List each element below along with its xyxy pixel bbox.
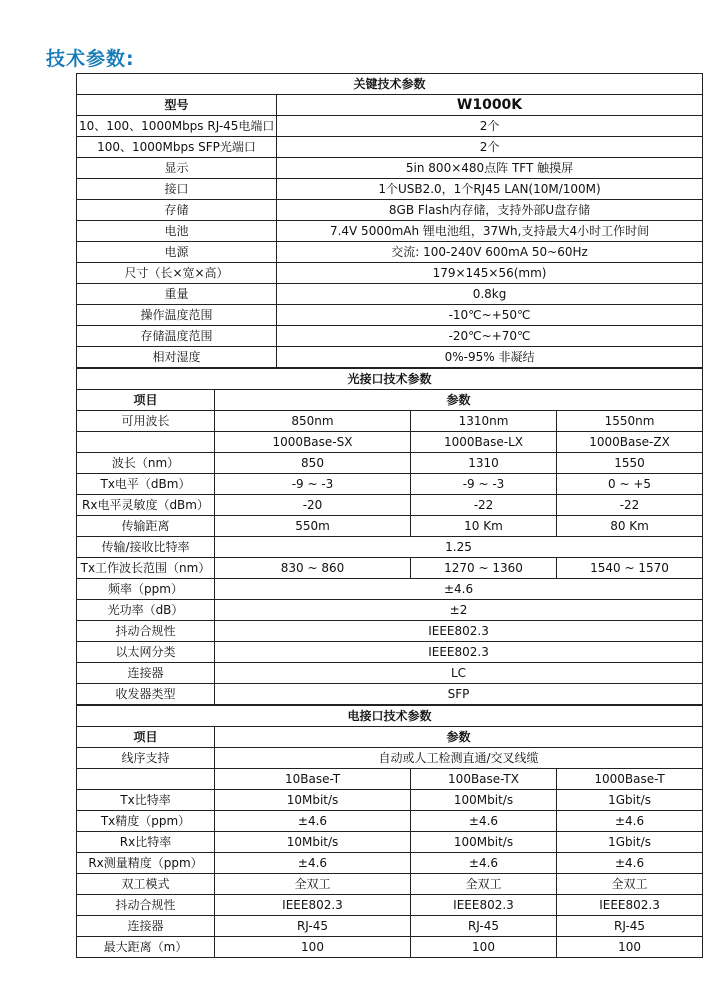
row-value-col1: 100 <box>215 937 411 958</box>
row-value-col2: 100Base-TX <box>411 769 557 790</box>
row-label: Tx电平（dBm） <box>77 474 215 495</box>
table-row <box>77 663 703 684</box>
table-row <box>77 600 703 621</box>
row-value-col2: IEEE802.3 <box>411 895 557 916</box>
table-row <box>77 642 703 663</box>
row-label: 波长（nm） <box>77 453 215 474</box>
row-value-col3: 1540 ~ 1570 <box>557 558 703 579</box>
row-label: 线序支持 <box>77 748 215 769</box>
row-label <box>77 769 215 790</box>
row-label: Rx比特率 <box>77 832 215 853</box>
row-value-col2: 100Mbit/s <box>411 790 557 811</box>
row-value: 5in 800×480点阵 TFT 触摸屏 <box>277 158 703 179</box>
row-label: 存储温度范围 <box>77 326 277 347</box>
electrical-section-heading: 电接口技术参数 <box>77 705 703 727</box>
row-value: 2个 <box>277 137 703 158</box>
table-row <box>77 579 703 600</box>
row-value-col2: -22 <box>411 495 557 516</box>
row-value: 0.8kg <box>277 284 703 305</box>
row-value: IEEE802.3 <box>215 642 703 663</box>
row-label: 重量 <box>77 284 277 305</box>
row-value-col1: 830 ~ 860 <box>215 558 411 579</box>
row-value-col3: 1550 <box>557 453 703 474</box>
row-label: 光功率（dB） <box>77 600 215 621</box>
page-title: 技术参数: <box>46 48 135 70</box>
electrical-column-header-row <box>77 727 703 748</box>
row-value: 自动或人工检测直通/交叉线缆 <box>215 748 703 769</box>
row-label: 接口 <box>77 179 277 200</box>
row-label: Tx比特率 <box>77 790 215 811</box>
table-row <box>77 326 703 347</box>
table-row <box>77 432 703 453</box>
row-value-col1: 10Mbit/s <box>215 790 411 811</box>
table-row <box>77 453 703 474</box>
table-row <box>77 853 703 874</box>
row-value-col2: 1000Base-LX <box>411 432 557 453</box>
table-row <box>77 516 703 537</box>
table-row <box>77 95 703 116</box>
row-label: 100、1000Mbps SFP光端口 <box>77 137 277 158</box>
table-row <box>77 158 703 179</box>
column-header-param: 参数 <box>215 727 703 748</box>
row-value: 8GB Flash内存储，支持外部U盘存储 <box>277 200 703 221</box>
row-value-col1: -20 <box>215 495 411 516</box>
row-value-col2: 全双工 <box>411 874 557 895</box>
row-value-col1: 850 <box>215 453 411 474</box>
table-row <box>77 790 703 811</box>
row-value-col3: 80 Km <box>557 516 703 537</box>
table-row <box>77 916 703 937</box>
row-value-col1: RJ-45 <box>215 916 411 937</box>
table-row <box>77 621 703 642</box>
row-value-col2: 1310nm <box>411 411 557 432</box>
row-label: 收发器类型 <box>77 684 215 706</box>
row-value-col1: 850nm <box>215 411 411 432</box>
row-value: ±2 <box>215 600 703 621</box>
table-row <box>77 769 703 790</box>
row-value-col3: IEEE802.3 <box>557 895 703 916</box>
row-label: 传输/接收比特率 <box>77 537 215 558</box>
table-row <box>77 200 703 221</box>
table-row <box>77 116 703 137</box>
row-value: 2个 <box>277 116 703 137</box>
row-value: 1.25 <box>215 537 703 558</box>
table-row <box>77 537 703 558</box>
table-row <box>77 937 703 958</box>
key-section-heading: 关键技术参数 <box>77 74 703 95</box>
row-value-col1: IEEE802.3 <box>215 895 411 916</box>
row-value-col3: RJ-45 <box>557 916 703 937</box>
row-value: LC <box>215 663 703 684</box>
row-label <box>77 432 215 453</box>
row-label: 抖动合规性 <box>77 621 215 642</box>
row-value-col2: 10 Km <box>411 516 557 537</box>
row-label: 最大距离（m） <box>77 937 215 958</box>
electrical-section-heading-row <box>77 705 703 727</box>
row-value-col3: 1Gbit/s <box>557 790 703 811</box>
row-value-col3: ±4.6 <box>557 811 703 832</box>
row-label: 电池 <box>77 221 277 242</box>
row-value-col1: 10Base-T <box>215 769 411 790</box>
row-label: 连接器 <box>77 916 215 937</box>
optical-section-heading: 光接口技术参数 <box>77 368 703 390</box>
row-value-col2: 1270 ~ 1360 <box>411 558 557 579</box>
row-value: ±4.6 <box>215 579 703 600</box>
row-value-col2: 100 <box>411 937 557 958</box>
table-row <box>77 811 703 832</box>
row-value-col1: 10Mbit/s <box>215 832 411 853</box>
row-value-col3: -22 <box>557 495 703 516</box>
row-value-col2: RJ-45 <box>411 916 557 937</box>
row-value-col1: 全双工 <box>215 874 411 895</box>
row-value-col2: ±4.6 <box>411 811 557 832</box>
row-value: 179×145×56(mm) <box>277 263 703 284</box>
spec-table <box>76 73 703 958</box>
row-label: 相对湿度 <box>77 347 277 369</box>
table-row <box>77 748 703 769</box>
row-label: 双工模式 <box>77 874 215 895</box>
row-value-col2: 1310 <box>411 453 557 474</box>
row-label: 操作温度范围 <box>77 305 277 326</box>
row-label: Tx工作波长范围（nm） <box>77 558 215 579</box>
row-value: 0%-95% 非凝结 <box>277 347 703 369</box>
row-value-col3: 1000Base-ZX <box>557 432 703 453</box>
row-value: 交流: 100-240V 600mA 50~60Hz <box>277 242 703 263</box>
table-row <box>77 242 703 263</box>
row-label: 以太网分类 <box>77 642 215 663</box>
row-label: 抖动合规性 <box>77 895 215 916</box>
column-header-item: 项目 <box>77 727 215 748</box>
table-row <box>77 832 703 853</box>
row-value-col3: 100 <box>557 937 703 958</box>
table-row <box>77 137 703 158</box>
row-label: Rx测量精度（ppm） <box>77 853 215 874</box>
row-label: Tx精度（ppm） <box>77 811 215 832</box>
row-value-col1: -9 ~ -3 <box>215 474 411 495</box>
row-value-col2: ±4.6 <box>411 853 557 874</box>
row-label: 型号 <box>77 95 277 116</box>
row-value: IEEE802.3 <box>215 621 703 642</box>
table-row <box>77 495 703 516</box>
key-section-heading-row <box>77 74 703 95</box>
row-value: SFP <box>215 684 703 706</box>
row-value: 1个USB2.0，1个RJ45 LAN(10M/100M) <box>277 179 703 200</box>
row-label: 连接器 <box>77 663 215 684</box>
table-row <box>77 305 703 326</box>
table-row <box>77 411 703 432</box>
table-row <box>77 263 703 284</box>
row-label: 10、100、1000Mbps RJ-45电端口 <box>77 116 277 137</box>
optical-column-header-row <box>77 390 703 411</box>
row-label: 可用波长 <box>77 411 215 432</box>
row-label: 显示 <box>77 158 277 179</box>
row-label: 电源 <box>77 242 277 263</box>
row-value-col3: 0 ~ +5 <box>557 474 703 495</box>
row-value-col3: ±4.6 <box>557 853 703 874</box>
table-row <box>77 874 703 895</box>
table-row <box>77 221 703 242</box>
table-row <box>77 474 703 495</box>
row-value: -10℃~+50℃ <box>277 305 703 326</box>
row-value-col3: 全双工 <box>557 874 703 895</box>
table-row <box>77 347 703 369</box>
column-header-param: 参数 <box>215 390 703 411</box>
row-label: 尺寸（长×宽×高） <box>77 263 277 284</box>
table-row <box>77 895 703 916</box>
row-label: Rx电平灵敏度（dBm） <box>77 495 215 516</box>
row-value-col1: 550m <box>215 516 411 537</box>
row-value-col1: ±4.6 <box>215 853 411 874</box>
row-value-col2: -9 ~ -3 <box>411 474 557 495</box>
row-value-col3: 1Gbit/s <box>557 832 703 853</box>
optical-section-heading-row <box>77 368 703 390</box>
row-value: 7.4V 5000mAh 锂电池组，37Wh,支持最大4小时工作时间 <box>277 221 703 242</box>
column-header-item: 项目 <box>77 390 215 411</box>
row-value-col3: 1000Base-T <box>557 769 703 790</box>
table-row <box>77 684 703 706</box>
row-value: W1000K <box>277 95 703 116</box>
row-value: -20℃~+70℃ <box>277 326 703 347</box>
row-value-col1: 1000Base-SX <box>215 432 411 453</box>
row-value-col3: 1550nm <box>557 411 703 432</box>
row-label: 传输距离 <box>77 516 215 537</box>
row-value-col1: ±4.6 <box>215 811 411 832</box>
row-label: 存储 <box>77 200 277 221</box>
row-label: 频率（ppm） <box>77 579 215 600</box>
row-value-col2: 100Mbit/s <box>411 832 557 853</box>
table-row <box>77 284 703 305</box>
table-row <box>77 179 703 200</box>
table-row <box>77 558 703 579</box>
